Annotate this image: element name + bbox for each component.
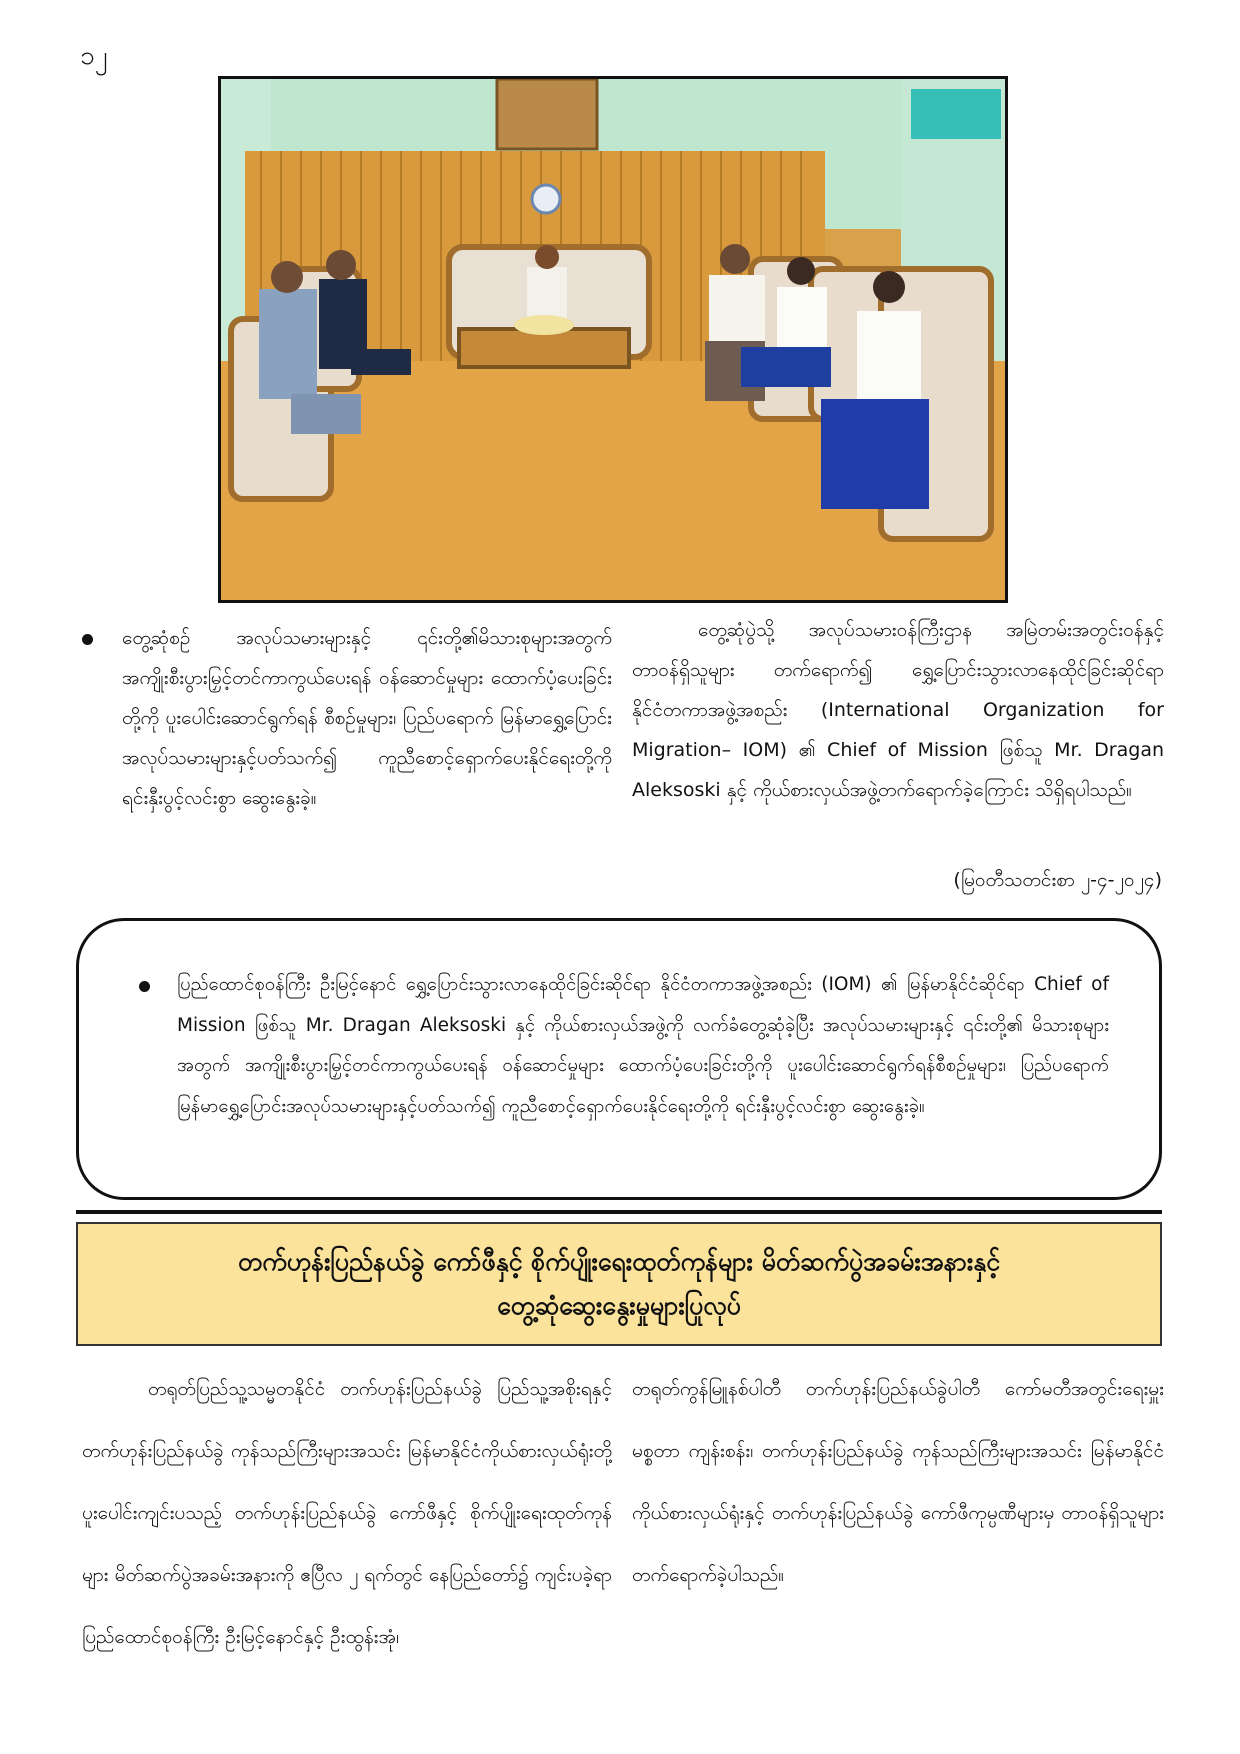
emblem (532, 185, 560, 213)
bullet-icon (82, 634, 93, 645)
headline-line-2: တွေ့ဆုံဆွေးနွေးမှုများပြုလုပ် (497, 1291, 741, 1320)
bottom-left-column (82, 1358, 612, 1668)
right-column (632, 610, 1164, 810)
host-2 (777, 287, 827, 347)
right-column-text: တွေ့ဆုံပွဲသို့ အလုပ်သမားဝန်ကြီးဌာန အမြဲတမ်းအတွင်းဝန်နှင့် တာဝန်ရှိသူများ တက်ရောက်၍ ရွှေ့ပြောင်းသွားလာနေထိုင်ခြင်းဆိုင်ရာ နိုင်ငံတကာအဖွဲ့အစည်း (International Organization for Migration– IOM) ၏ Chief of Mission ဖြစ်သူ Mr. Dragan Aleksoski နှင့် ကိုယ်စားလှယ်အဖွဲ့တက်ရောက်ခဲ့ကြောင်း သိရှိရပါသည်။ (632, 619, 1164, 801)
flowers (514, 315, 574, 335)
host-1 (709, 275, 765, 345)
headline-box (76, 1222, 1162, 1346)
summary-bullet-item (139, 965, 1109, 1127)
meeting-photo-illustration (221, 79, 1005, 600)
left-bullet-text: တွေ့ဆုံစဉ် အလုပ်သမားများနှင့် ၎င်းတို့၏မိသားစုများအတွက် အကျိုးစီးပွားမြှင့်တင်ကာကွယ်ပေးရန် ဝန်ဆောင်မှုများ ထောက်ပံ့ပေးခြင်းတို့ကို ပူးပေါင်းဆောင်ရွက်ရန် စီစဉ်မှုများ၊ ပြည်ပရောက် မြန်မာရွှေ့ပြောင်းအလုပ်သမားများနှင့်ပတ်သက်၍ ကူညီစောင့်ရှောက်ပေးနိုင်ရေးတို့ကို ရင်းနှီးပွင့်လင်းစွာ ဆွေးနွေးခဲ့။ (122, 627, 612, 809)
summary-text: ပြည်ထောင်စုဝန်ကြီး ဦးမြင့်နောင် ရွှေ့ပြောင်းသွားလာနေထိုင်ခြင်းဆိုင်ရာ နိုင်ငံတကာအဖွဲ့အစည်း (IOM) ၏ မြန်မာနိုင်ငံဆိုင်ရာ Chief of Mission ဖြစ်သူ Mr. Dragan Aleksoski နှင့် ကိုယ်စားလှယ်အဖွဲ့ကို လက်ခံတွေ့ဆုံခဲ့ပြီး အလုပ်သမားများနှင့် ၎င်းတို့၏ မိသားစုများအတွက် အကျိုးစီးပွားမြှင့်တင်ကာကွယ်ပေးရန် ဝန်ဆောင်မှုများ ထောက်ပံ့ပေးခြင်းတို့ကို ပူးပေါင်းဆောင်ရွက်ရန်စီစဉ်မှုများ၊ ပြည်ပရောက် မြန်မာရွှေ့ပြောင်းအလုပ်သမားများနှင့်ပတ်သက်၍ ကူညီစောင့်ရှောက်ပေးနိုင်ရေးတို့ကို ရင်းနှီးပွင့်လင်းစွာ ဆွေးနွေးခဲ့။ (177, 974, 1109, 1117)
left-column (82, 618, 612, 818)
curtain (911, 89, 1001, 139)
source-citation: (မြဝတီသတင်းစာ ၂-၄-၂၀၂၄) (953, 869, 1162, 891)
host-3 (857, 311, 921, 401)
bottom-right-column (632, 1358, 1164, 1606)
bullet-icon (139, 981, 150, 992)
headline-line-1: တက်ဟုန်းပြည်နယ်ခွဲ ကော်ဖီနှင့် စိုက်ပျိုးရေးထုတ်ကုန်များ မိတ်ဆက်ပွဲအခမ်းအနားနှင့် (237, 1247, 1001, 1276)
guest-1 (259, 289, 317, 399)
meeting-photo (218, 76, 1008, 603)
bottom-right-text: တရုတ်ကွန်မြူနစ်ပါတီ တက်ဟုန်းပြည်နယ်ခွဲပါတီ ကော်မတီအတွင်းရေးမှူး မစ္စတာ ကျန်းစန်း၊ တက်ဟုန်းပြည်နယ်ခွဲ ကုန်သည်ကြီးများအသင်း မြန်မာနိုင်ငံကိုယ်စားလှယ်ရုံးနှင့် တက်ဟုန်းပြည်နယ်ခွဲ ကော်ဖီကုမ္ပဏီများမှ တာဝန်ရှိသူများ တက်ရောက်ခဲ့ပါသည်။ (632, 1378, 1164, 1586)
carved-plaque (497, 79, 597, 149)
left-bullet-item (82, 618, 612, 818)
bottom-left-text: တရုတ်ပြည်သူ့သမ္မတနိုင်ငံ တက်ဟုန်းပြည်နယ်ခွဲ ပြည်သူ့အစိုးရနှင့် တက်ဟုန်းပြည်နယ်ခွဲ ကုန်သည်ကြီးများအသင်း မြန်မာနိုင်ငံကိုယ်စားလှယ်ရုံးတို့ ပူးပေါင်းကျင်းပသည့် တက်ဟုန်းပြည်နယ်ခွဲ ကော်ဖီနှင့် စိုက်ပျိုးရေးထုတ်ကုန်များ မိတ်ဆက်ပွဲအခမ်းအနားကို ဧပြီလ ၂ ရက်တွင် နေပြည်တော်၌ ကျင်းပခဲ့ရာ ပြည်ထောင်စုဝန်ကြီး ဦးမြင့်နောင်နှင့် ဦးထွန်းအုံ၊ (82, 1378, 612, 1648)
summary-box (76, 918, 1162, 1200)
page-number: ၁၂ (80, 41, 108, 71)
section-divider (76, 1210, 1162, 1214)
